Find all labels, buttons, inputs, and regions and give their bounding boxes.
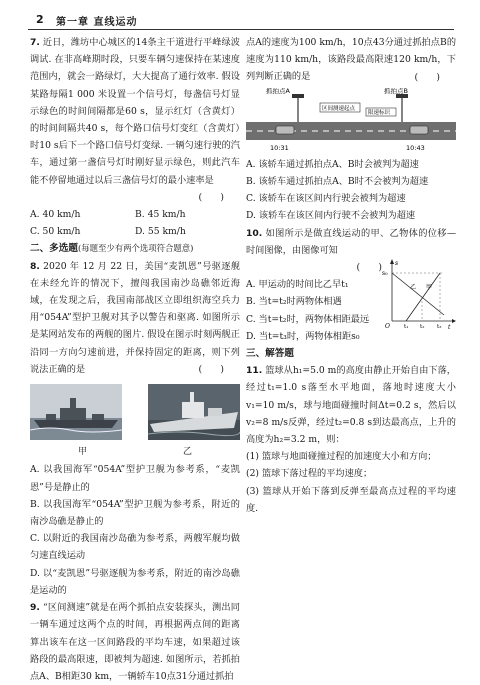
q7-number: 7. xyxy=(30,37,40,48)
q11-sub-2: (2) 篮球下落过程的平均速度； xyxy=(246,468,373,480)
line-yi-label: 乙 xyxy=(410,284,417,292)
q8-text: 2020 年 12 月 22 日，美国“麦凯恩”号驱逐舰在未经允许的情况下，擅闯我国南沙岛礁邻近海域，在发现之后，我国南部战区立即组织海空兵力用“054A”型护卫舰对其予以警告和驱离. 如图所示是某网站发布的两舰的图片. 假设在图示时刻两舰正沿同一方向匀速前进，并保持固定的距离，则下列说法正确的是 xyxy=(30,260,241,375)
q8-photos xyxy=(30,384,240,442)
speed-limit-sign: 限速标识 xyxy=(368,109,391,116)
q9-option-a: A. 该轿车通过抓拍点A、B时会被判为超速 xyxy=(246,158,419,170)
section-2-title: 二、多选题 xyxy=(30,243,78,255)
q8-photo-captions xyxy=(30,444,240,461)
time-at-a: 10:31 xyxy=(270,143,289,152)
photo-caption-yi: 乙 xyxy=(182,447,192,458)
frigate-photo xyxy=(148,384,240,440)
zone-start-sign: 区间测速起点 xyxy=(322,105,356,112)
question-9 xyxy=(30,599,240,685)
q10-text: 如图所示是做直线运动的甲、乙物体的位移—时间图像，由图像可知 xyxy=(246,227,457,256)
q9-option-b: B. 该轿车通过抓拍点A、B时不会被判为超速 xyxy=(246,176,429,188)
q8-option-d: D. 以“麦凯恩”号驱逐舰为参考系，附近的南沙岛礁是运动的 xyxy=(30,567,240,596)
q9-number: 9. xyxy=(30,602,40,614)
q11-sub-3: (3) 篮球从开始下落到反弹至最高点过程的平均速度. xyxy=(246,485,456,514)
question-8 xyxy=(30,258,240,378)
q8-option-a: A. 以我国海军“054A”型护卫舰为参考系，“麦凯恩”号是静止的 xyxy=(30,464,240,493)
q9-answer-paren: ( ) xyxy=(414,71,440,83)
q7-answer-paren: ( ) xyxy=(198,191,224,203)
q10-option-b: B. 当t=t₂时两物体相遇 xyxy=(246,296,342,308)
section-2-heading xyxy=(30,240,240,257)
q11-number: 11. xyxy=(246,365,263,377)
q7-option-d: D. 55 km/h xyxy=(135,226,186,238)
q8-option-c: C. 以附近的我国南沙岛礁为参考系，两艘军舰均做匀速直线运动 xyxy=(30,533,240,562)
st-graph xyxy=(382,259,456,329)
axis-s-label: s xyxy=(395,260,399,268)
page-number: 2 xyxy=(36,13,44,26)
t1-label: t₁ xyxy=(404,324,409,330)
q9-text: “区间测速”就是在两个抓拍点安装探头，测出同一辆车通过这两个点的时间，再根据两点间的距离算出该车在这一区间路段的平均车速，如果超过该路段的最高限速，即被判为超速. 如图所示，若抓拍点A、B相距30 km，一辆轿车10点31分通过抓拍 xyxy=(30,602,240,682)
camera-a-label: 抓拍点A xyxy=(266,87,290,95)
section-3-title: 三、解答题 xyxy=(246,348,294,360)
destroyer-photo xyxy=(30,384,122,440)
chapter-title: 第一章 直线运动 xyxy=(56,17,138,28)
camera-b-label: 抓拍点B xyxy=(384,87,408,95)
header-rule xyxy=(28,29,454,30)
page-header xyxy=(0,0,480,34)
q10-stem xyxy=(246,225,456,259)
question-10 xyxy=(246,225,456,345)
question-7 xyxy=(30,34,240,189)
q11-sub-1: (1) 篮球与地面碰撞过程的加速度大小和方向； xyxy=(246,451,437,463)
q10-number: 10. xyxy=(246,227,263,239)
q8-answer-paren: ( ) xyxy=(198,364,224,376)
t2-label: t₂ xyxy=(420,324,425,330)
q7-options-row2 xyxy=(30,223,240,240)
s0-label: s₀ xyxy=(382,270,388,278)
q7-text: 近日，潍坊中心城区的14条主干道进行平峰绿波调试. 在非高峰期时段，只要车辆匀速保持在某速度范围内，就会一路绿灯，大大提高了通行效率. 假设某路每隔1 000 米设置一个信号灯，每盏信号灯显示绿色的时间间隔都是60 s，显示红灯（含黄灯）的时间间隔共40 s，每个路口信号灯变红（含黄灯）时10 s后下一个路口信号灯变绿. 一辆匀速行驶的汽车，通过第一盏信号灯时刚好显示绿色，则此汽车能不停留地通过以后三盏信号灯的最小速率是 xyxy=(30,37,240,186)
line-jia-label: 甲 xyxy=(426,284,433,292)
left-column xyxy=(30,34,240,685)
q9-continued: 点A的速度为100 km/h，10点43分通过抓拍点B的速度为110 km/h，该路段最高限速120 km/h，下列判断正确的是 xyxy=(246,37,456,83)
t3-label: t₃ xyxy=(437,324,442,330)
q7-options-row1 xyxy=(30,206,240,223)
section-2-note: (每题至少有两个选项符合题意) xyxy=(77,243,194,254)
origin-label: O xyxy=(385,323,390,330)
axis-t-label: t xyxy=(448,324,451,330)
q7-option-b: B. 45 km/h xyxy=(135,209,186,221)
right-column xyxy=(246,34,456,517)
question-11 xyxy=(246,362,456,448)
q11-text: 篮球从h₁=5.0 m的高度由静止开始自由下落，经过t₁=1.0 s落至水平地面，落地时速度大小v₁=10 m/s，球与地面碰撞时间Δt=0.2 s，然后以v₂=8 m/s反弹，经过t₂=0.8 s到达最高点，上升的高度为h₂=3.2 m，则： xyxy=(246,365,456,446)
q10-option-a: A. 甲运动的时间比乙早t₁ xyxy=(246,279,349,291)
q7-option-a: A. 40 km/h xyxy=(30,209,81,221)
q9-road-figure xyxy=(246,88,456,154)
road-illustration xyxy=(246,88,456,154)
q9-option-d: D. 该轿车在该区间内行驶不会被判为超速 xyxy=(246,210,416,222)
q9-option-c: C. 该轿车在该区间内行驶会被判为超速 xyxy=(246,193,406,205)
q10-answer-paren: ( ) xyxy=(356,262,382,274)
q7-option-c: C. 50 km/h xyxy=(30,226,81,238)
time-at-b: 10:43 xyxy=(406,143,425,152)
q10-option-c: C. 当t=t₂时，两物体相距最远 xyxy=(246,313,370,325)
q8-option-b: B. 以我国海军“054A”型护卫舰为参考系，附近的南沙岛礁是静止的 xyxy=(30,498,240,528)
q8-number: 8. xyxy=(30,260,40,272)
q10-option-d: D. 当t=t₃时，两物体相距s₀ xyxy=(246,330,360,342)
photo-caption-jia: 甲 xyxy=(77,447,87,458)
